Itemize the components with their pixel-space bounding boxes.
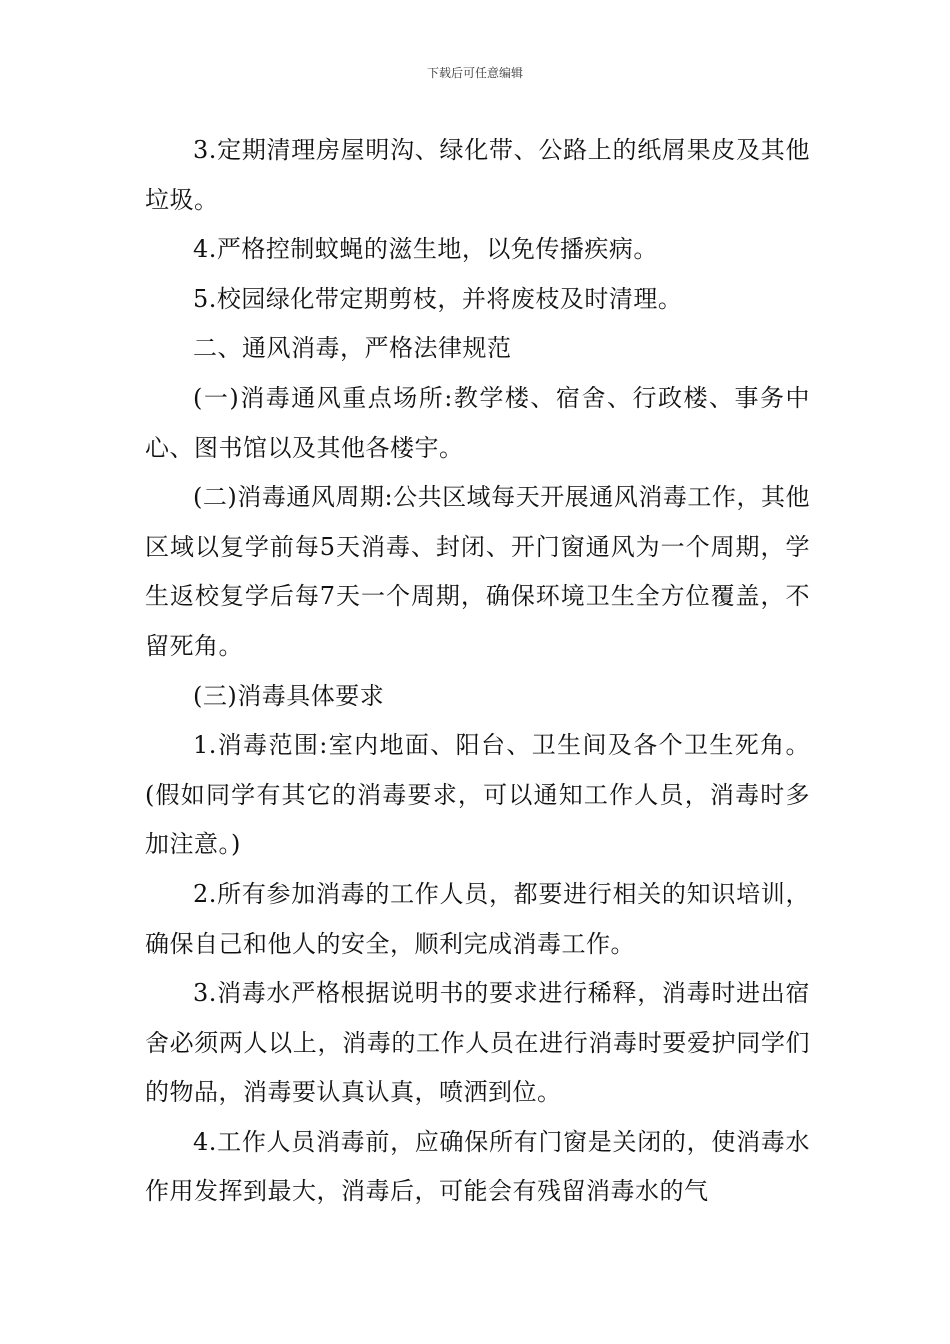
- paragraph-2: 4.严格控制蚊蝇的滋生地，以免传播疾病。: [193, 235, 658, 264]
- paragraph-11: 4.工作人员消毒前，应确保所有门窗是关闭的，使消毒水作用发挥到最大，消毒后，可能会有残留消毒水的气: [145, 1127, 810, 1206]
- subsection-heading: (三)消毒具体要求: [193, 681, 385, 710]
- section-heading: 二、通风消毒，严格法律规范: [193, 334, 512, 363]
- page-header: 下载后可任意编辑: [426, 66, 523, 80]
- paragraph-1: 3.定期清理房屋明沟、绿化带、公路上的纸屑果皮及其他垃圾。: [145, 136, 810, 214]
- paragraph-9: 2.所有参加消毒的工作人员，都要进行相关的知识培训，确保自己和他人的安全，顺利完成消毒工作。: [145, 879, 810, 958]
- document-body: [145, 126, 810, 1217]
- paragraph-6: (二)消毒通风周期:公共区域每天开展通风消毒工作，其他区域以复学前每5天消毒、封闭、开门窗通风为一个周期，学生返校复学后每7天一个周期，确保环境卫生全方位覆盖，不留死角。: [145, 483, 810, 660]
- paragraph-8: 1.消毒范围:室内地面、阳台、卫生间及各个卫生死角。(假如同学有其它的消毒要求，可以通知工作人员，消毒时多加注意。): [145, 731, 810, 859]
- paragraph-3: 5.校园绿化带定期剪枝，并将废枝及时清理。: [193, 284, 683, 313]
- paragraph-10: 3.消毒水严格根据说明书的要求进行稀释，消毒时进出宿舍必须两人以上，消毒的工作人员在进行消毒时要爱护同学们的物品，消毒要认真认真，喷洒到位。: [145, 979, 810, 1107]
- paragraph-5: (一)消毒通风重点场所:教学楼、宿舍、行政楼、事务中心、图书馆以及其他各楼宇。: [145, 383, 810, 462]
